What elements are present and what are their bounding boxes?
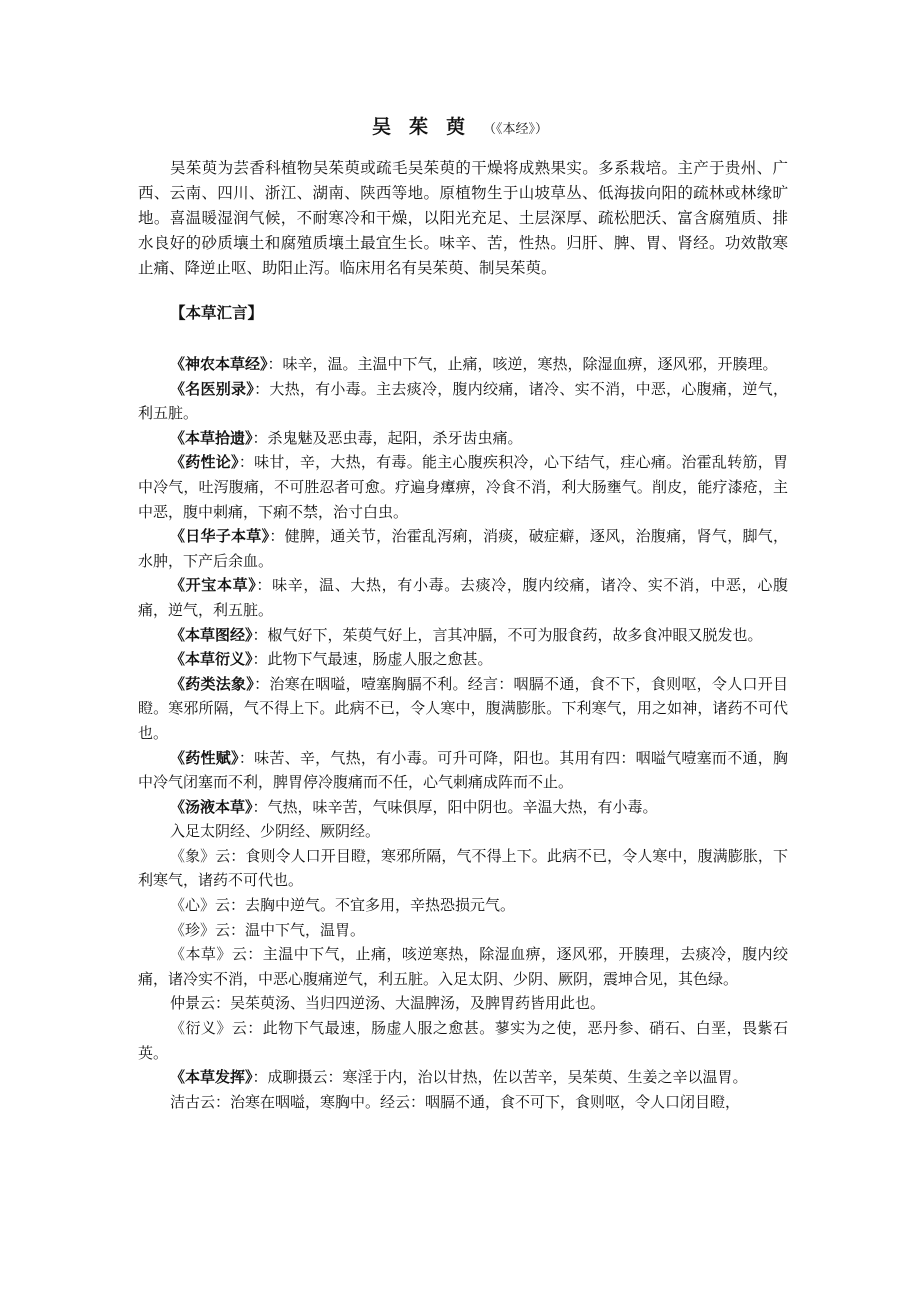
entry-book: 《药类法象》 — [170, 674, 255, 693]
entry — [138, 819, 788, 844]
entry — [138, 1090, 788, 1115]
entry-text: 《象》云：食则令人口开目瞪，寒邪所隔，气不得上下。此病不已，令人寒中，腹满膨胀，下利寒气，诸药不可代也。 — [138, 846, 788, 890]
intro-paragraph: 吴茱萸为芸香科植物吴茱萸或疏毛吴茱萸的干燥将成熟果实。多系栽培。主产于贵州、广西、云南、四川、浙江、湖南、陕西等地。原植物生于山坡草丛、低海拔向阳的疏林或林缘旷地。喜温暖湿润气候，不耐寒冷和干燥，以阳光充足、土层深厚、疏松肥沃、富含腐殖质、排水良好的砂质壤土和腐殖质壤土最宜生长。味辛、苦，性热。归肝、脾、胃、肾经。功效散寒止痛、降逆止呕、助阳止泻。临床用名有吴茱萸、制吴茱萸。 — [138, 159, 788, 277]
entry — [138, 524, 788, 573]
entry-text: ：健脾，通关节，治霍乱泻痢，消痰，破症癖，逐风，治腹痛，肾气，脚气，水肿，下产后余血。 — [138, 527, 788, 570]
entry — [138, 795, 788, 820]
entry-book: 《开宝本草》 — [170, 576, 257, 595]
entry-book: 《名医别录》 — [170, 379, 255, 398]
entry — [138, 893, 788, 918]
entry-text: 《本草》云：主温中下气，止痛，咳逆寒热，除湿血痹，逐风邪，开腠理，去痰冷，腹内绞痛，诸冷实不消，中恶心腹痛逆气，利五脏。入足太阴、少阴、厥阴，震坤合见，其色绿。 — [138, 945, 788, 988]
entry-text: ：味辛，温。主温中下气，止痛，咳逆，寒热，除湿血痹，逐风邪，开腠理。 — [267, 355, 778, 373]
entry-text: ：杀鬼魅及恶虫毒，起阳，杀牙齿虫痛。 — [252, 428, 523, 447]
entry-text: ：味甘，辛，大热，有毒。能主心腹疾积冷，心下结气，疰心痛。治霍乱转筋，胃中冷气，吐泻腹痛，不可胜忍者可愈。疗遍身㿏痹，冷食不消，利大肠壅气。削皮，能疗漆疮，主中恶，腹中刺痛，下痢不禁，治寸白虫。 — [138, 453, 788, 521]
entry-text: ：成聊摄云：寒淫于内，治以甘热，佐以苦辛，吴茱萸、生姜之辛以温胃。 — [252, 1068, 748, 1087]
entry-book: 《本草衍义》 — [170, 650, 253, 669]
entry — [138, 450, 788, 524]
entry-book: 《本草拾遗》 — [170, 428, 253, 447]
section-heading: 【本草汇言】 — [170, 303, 264, 322]
entry — [138, 746, 788, 795]
entry-book: 《药性论》 — [170, 453, 239, 472]
entry-text: 仲景云：吴茱萸汤、当归四逆汤、大温脾汤，及脾胃药皆用此也。 — [170, 994, 606, 1013]
title-main: 吴茱萸 — [371, 116, 483, 138]
entry-book: 《汤液本草》 — [170, 797, 253, 816]
entry — [138, 623, 788, 648]
entry-book: 《神农本草经》 — [170, 355, 268, 373]
entry-book: 《本草发挥》 — [170, 1068, 253, 1087]
entry — [138, 426, 788, 451]
entries-list — [138, 352, 788, 1114]
entry — [138, 918, 788, 943]
entry-text: 洁古云：治寒在咽嗌，寒胸中。经云：咽膈不通，食不可下，食则呕，令人口闭目瞪， — [170, 1092, 741, 1111]
entry-text: ：大热，有小毒。主去痰冷，腹内绞痛，诸冷、实不消，中恶，心腹痛，逆气，利五脏。 — [138, 379, 788, 423]
entry — [138, 377, 788, 426]
entry-text: ：此物下气最速，肠虚人服之愈甚。 — [252, 650, 493, 669]
entry — [138, 647, 788, 672]
entry-text: ：气热，味辛苦，气味俱厚，阳中阴也。辛温大热，有小毒。 — [252, 797, 658, 816]
page-title — [0, 112, 920, 139]
entry-text: 《珍》云：温中下气，温胃。 — [170, 920, 366, 939]
entry — [138, 1016, 788, 1065]
title-source: （《本经》） — [483, 122, 549, 137]
entry-text: ：治寒在咽嗌，噎塞胸膈不利。经言：咽膈不通，食不下，食则呕，令人口开目瞪。寒邪所隔，气不得上下。此病不已，令人寒中，腹满膨胀。下利寒气，用之如神，诸药不可代也。 — [138, 674, 788, 742]
entry — [138, 573, 788, 622]
entry — [138, 942, 788, 991]
entry-text: ：椒气好下，茱萸气好上，言其冲膈，不可为服食药，故多食冲眼又脱发也。 — [252, 625, 763, 644]
entry-book: 《药性赋》 — [170, 748, 239, 767]
entry-text: ：味辛，温、大热，有小毒。去痰冷，腹内绞痛，诸冷、实不消，中恶，心腹痛，逆气，利五脏。 — [138, 576, 788, 619]
entry — [138, 844, 788, 893]
entry — [138, 672, 788, 746]
entry-text: 入足太阴经、少阴经、厥阴经。 — [170, 822, 381, 841]
entry-text: ：味苦、辛，气热，有小毒。可升可降，阳也。其用有四：咽嗌气噎塞而不通，胸中冷气闭塞而不利，脾胃停冷腹痛而不任，心气刺痛成阵而不止。 — [138, 748, 788, 792]
entry — [138, 352, 788, 377]
entry — [138, 991, 788, 1016]
entry-text: 《衍义》云：此物下气最速，肠虚人服之愈甚。蓼实为之使，恶丹参、硝石、白垩，畏紫石英。 — [138, 1019, 788, 1062]
entry-text: 《心》云：去胸中逆气。不宜多用，辛热恐损元气。 — [170, 896, 516, 915]
entry-book: 《本草图经》 — [170, 625, 253, 644]
entry — [138, 1065, 788, 1090]
entry-book: 《日华子本草》 — [170, 527, 270, 546]
